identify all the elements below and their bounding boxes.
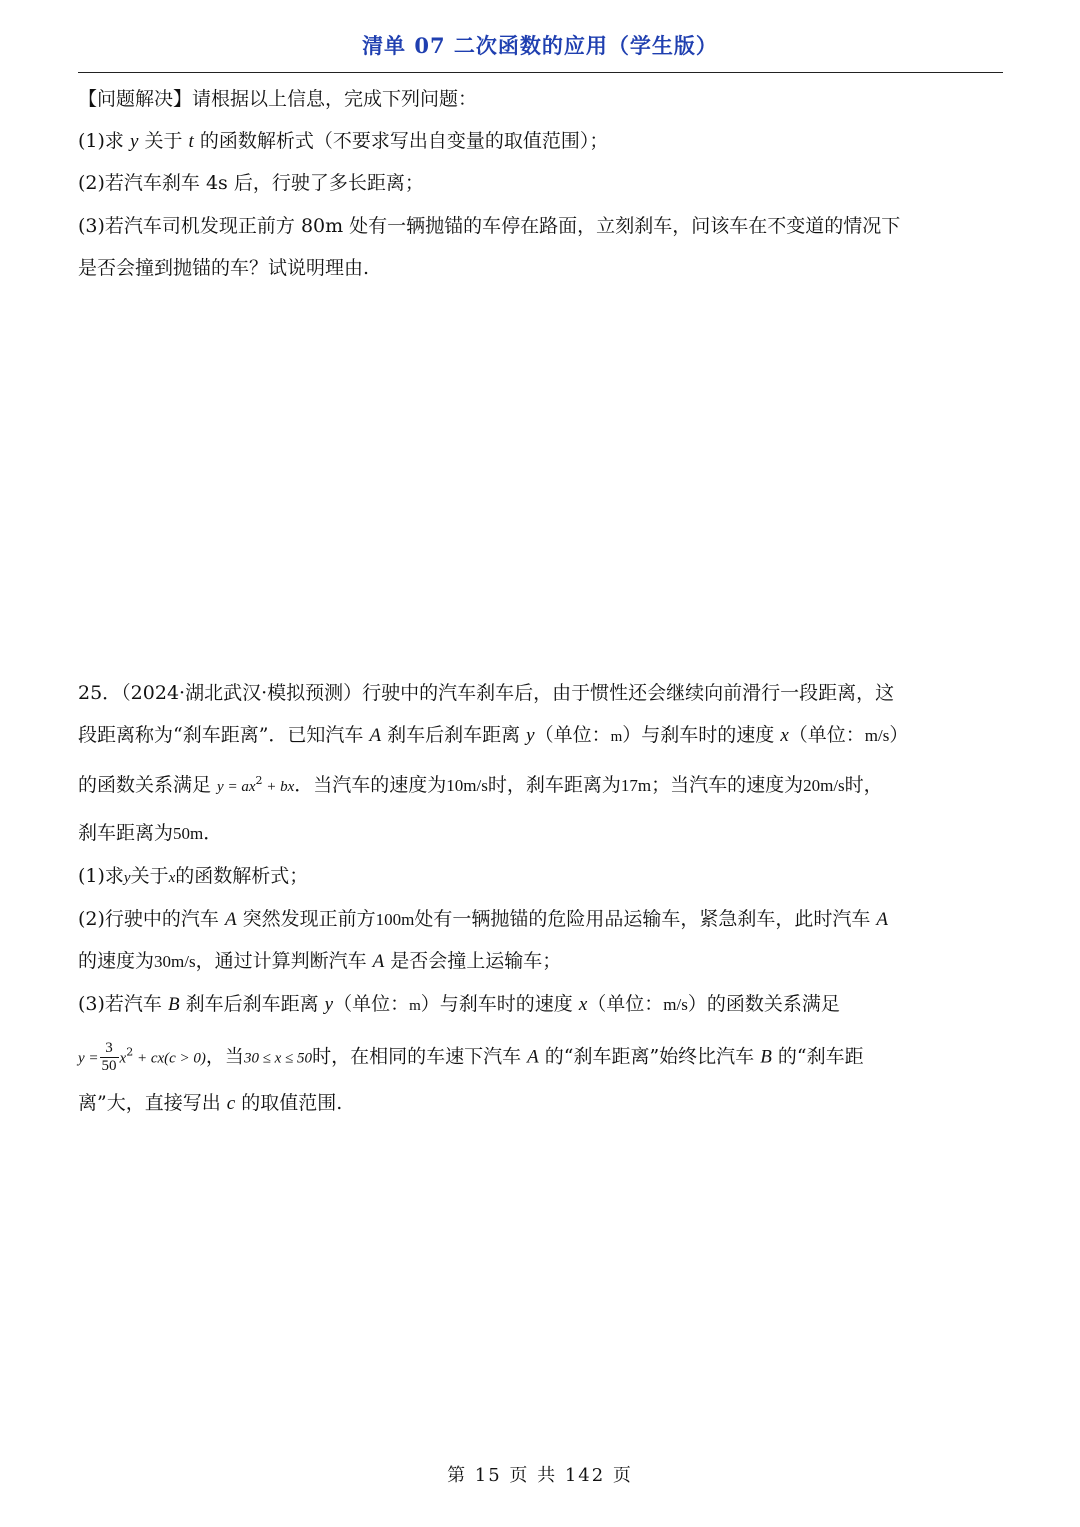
text: 的“刹车距 (771, 1045, 864, 1068)
formula-x: x (119, 1050, 127, 1067)
var-x: x (578, 994, 588, 1015)
formula-exponent: 2 (126, 1045, 134, 1059)
fraction-numerator: 3 (100, 1040, 119, 1058)
problem25-stem-line2 (78, 722, 908, 750)
text: （单位： (534, 724, 611, 746)
problem24-question-3-line2: 是否会撞到抛锚的车？试说明理由. (78, 257, 370, 279)
header-divider (78, 72, 1003, 73)
problem24-section-heading: 【问题解决】请根据以上信息，完成下列问题： (78, 88, 478, 110)
text: ）与刹车时的速度 (622, 724, 781, 746)
fraction-denominator: 50 (101, 1058, 117, 1074)
speed-value-1: 10m/s (446, 776, 488, 795)
text: 突然发现正前方 (236, 908, 376, 930)
page-header-title: 清单 07 二次函数的应用（学生版） (362, 33, 718, 58)
formula-lhs: y = ax (217, 779, 256, 795)
text: 的函数解析式； (175, 865, 309, 887)
distance-value: 100m (375, 910, 415, 929)
var-A: A (372, 951, 385, 972)
text: ，通过计算判断汽车 (195, 950, 373, 972)
var-y: y (129, 131, 139, 152)
page-footer-number: 第 15 页 共 142 页 (447, 1465, 633, 1486)
problem24-question-2: (2)若汽车刹车 4s 后，行驶了多长距离； (78, 172, 424, 194)
speed-value-2: 20m/s (803, 776, 845, 795)
problem25-question-3-line1 (78, 991, 840, 1019)
problem25-question-3-line3 (78, 1090, 342, 1117)
text: ）的函数关系满足 (687, 993, 840, 1015)
text: 关于 (130, 865, 169, 887)
text: ；当汽车的速度为 (651, 774, 804, 796)
formula-exponent: 2 (255, 774, 263, 787)
problem24-question-1 (78, 128, 608, 155)
formula-y-equals: y = (78, 1050, 99, 1067)
var-y: y (324, 994, 334, 1015)
text: （单位： (788, 724, 865, 746)
problem25-question-2-line1 (78, 906, 888, 933)
text: （单位： (333, 993, 410, 1015)
text: 时，在相同的车速下汽车 (312, 1045, 528, 1068)
text: 的取值范围. (235, 1092, 343, 1114)
text: ，当 (205, 1045, 244, 1068)
problem25-question-3-line2 (78, 1040, 864, 1075)
var-x: x (780, 725, 789, 746)
problem25-stem-line4 (78, 820, 222, 847)
var-A: A (369, 725, 382, 746)
problem25-question-1 (78, 863, 308, 891)
var-y: y (123, 870, 131, 886)
fraction (100, 1040, 119, 1075)
text: （单位： (587, 993, 664, 1015)
var-A: A (224, 909, 237, 930)
text: 刹车距离为 (78, 822, 174, 844)
text: 段距离称为“刹车距离”．已知汽车 (78, 724, 370, 746)
unit-m: m (610, 729, 623, 745)
var-x: x (168, 870, 176, 886)
formula-rhs: + bx (262, 779, 295, 795)
var-c: c (226, 1093, 236, 1114)
text: (1)求 (78, 865, 124, 887)
text: 时，刹车距离为 (487, 774, 621, 796)
text: (2)行驶中的汽车 (78, 908, 225, 930)
text: ）与刹车时的速度 (420, 993, 579, 1015)
var-A: A (527, 1046, 539, 1068)
formula-range: 30 ≤ x ≤ 50 (243, 1050, 313, 1067)
text: 的函数关系满足 (78, 774, 218, 796)
problem25-stem-line1: 25．（2024·湖北武汉·模拟预测）行驶中的汽车刹车后，由于惯性还会继续向前滑行一段距离，这 (78, 682, 895, 704)
distance-value-2: 50m (173, 824, 204, 843)
text: 的“刹车距离”始终比汽车 (538, 1045, 761, 1068)
text: 处有一辆抛锚的危险用品运输车，紧急刹车，此时汽车 (414, 908, 877, 930)
text: 的速度为 (78, 950, 155, 972)
text: ．当汽车的速度为 (294, 774, 447, 796)
var-B: B (760, 1046, 772, 1068)
text: ． (203, 822, 223, 844)
text: 关于 (138, 130, 189, 152)
distance-value-1: 17m (620, 776, 652, 795)
text: 时， (844, 774, 883, 796)
text: 刹车后刹车距离 (179, 993, 325, 1015)
formula-cx: + cx (133, 1050, 165, 1067)
text: (1)求 (78, 130, 130, 152)
problem25-stem-line3 (78, 772, 883, 800)
speed-value: 30m/s (154, 952, 196, 971)
unit-m: m (409, 998, 421, 1014)
text: 的函数解析式（不要求写出自变量的取值范围）； (193, 130, 609, 152)
unit-ms: m/s (663, 995, 688, 1014)
formula-condition: (c > 0) (164, 1050, 206, 1067)
text: 刹车后刹车距离 (381, 724, 527, 746)
text: (3)若汽车 (78, 993, 168, 1015)
var-t: t (188, 131, 194, 152)
text: 是否会撞上运输车； (384, 950, 562, 972)
var-y: y (526, 725, 535, 746)
text: 离”大，直接写出 (78, 1092, 227, 1114)
var-A: A (876, 909, 889, 930)
text: ） (889, 724, 909, 746)
unit-ms: m/s (864, 726, 890, 745)
problem25-question-2-line2 (78, 948, 561, 975)
problem24-question-3-line1: (3)若汽车司机发现正前方 80m 处有一辆抛锚的车停在路面，立刻刹车，问该车在不变道的情况下 (78, 215, 901, 237)
var-B: B (167, 994, 180, 1015)
